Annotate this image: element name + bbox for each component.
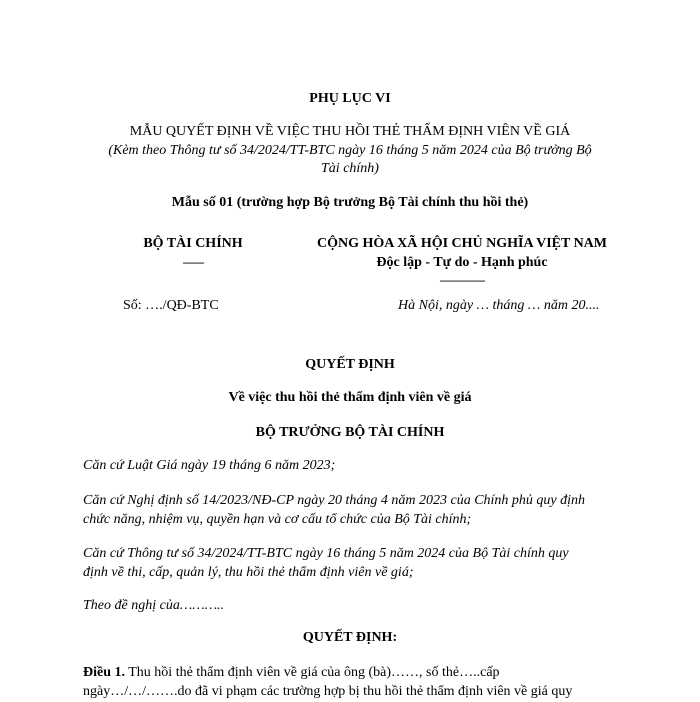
decision-title: QUYẾT ĐỊNH [305,357,395,372]
basis-circular-line1: Căn cứ Thông tư số 34/2024/TT-BTC ngày 16 tháng 5 năm 2024 của Bộ Tài chính quy [83,546,569,561]
agency-rule: ------- [182,255,204,269]
country-name: CỘNG HÒA XÃ HỘI CHỦ NGHĨA VIỆT NAM [316,236,607,251]
decides-heading: QUYẾT ĐỊNH: [302,630,398,645]
basis-decree-line1: Căn cứ Nghị định số 14/2023/NĐ-CP ngày 20 tháng 4 năm 2023 của Chính phủ quy định [83,493,586,508]
appendix-title: PHỤ LỤC VI [309,91,391,106]
motto-rule: --------------- [439,273,485,287]
decision-subject: Về việc thu hồi thẻ thẩm định viên về giá [228,390,472,405]
article-1-text: Thu hồi thẻ thẩm định viên về giá của ông (bà)……, số thẻ…..cấp [125,665,500,680]
basis-price-law: Căn cứ Luật Giá ngày 19 tháng 6 năm 2023; [83,458,336,473]
attached-note-line1: (Kèm theo Thông tư số 34/2024/TT-BTC ngày 16 tháng 5 năm 2024 của Bộ trưởng Bộ [108,143,592,158]
form-title: MẪU QUYẾT ĐỊNH VỀ VIỆC THU HỒI THẺ THẨM ĐỊNH VIÊN VỀ GIÁ [129,124,571,139]
place-and-date: Hà Nội, ngày … tháng … năm 20.... [398,298,600,313]
national-motto: Độc lập - Tự do - Hạnh phúc [376,255,548,270]
article-1-line2: ngày…/…/…….do đã vi phạm các trường hợp bị thu hồi thẻ thẩm định viên về giá quy [83,684,573,699]
article-1-line1 [83,662,623,683]
issuer-title: BỘ TRƯỞNG BỘ TÀI CHÍNH [255,425,445,440]
document-number: Số: …./QĐ-BTC [123,298,219,313]
basis-circular-line2: định về thi, cấp, quản lý, thu hồi thẻ thẩm định viên về giá; [83,565,414,580]
basis-decree-line2: chức năng, nhiệm vụ, quyền hạn và cơ cấu tổ chức của Bộ Tài chính; [83,512,472,527]
proposal-line: Theo đề nghị của……….. [83,598,225,613]
article-1-label: Điều 1. [83,665,125,680]
attached-note-line2: Tài chính) [321,161,379,176]
form-number: Mẫu số 01 (trường hợp Bộ trưởng Bộ Tài chính thu hồi thẻ) [171,195,529,210]
agency-name: BỘ TÀI CHÍNH [143,236,243,251]
